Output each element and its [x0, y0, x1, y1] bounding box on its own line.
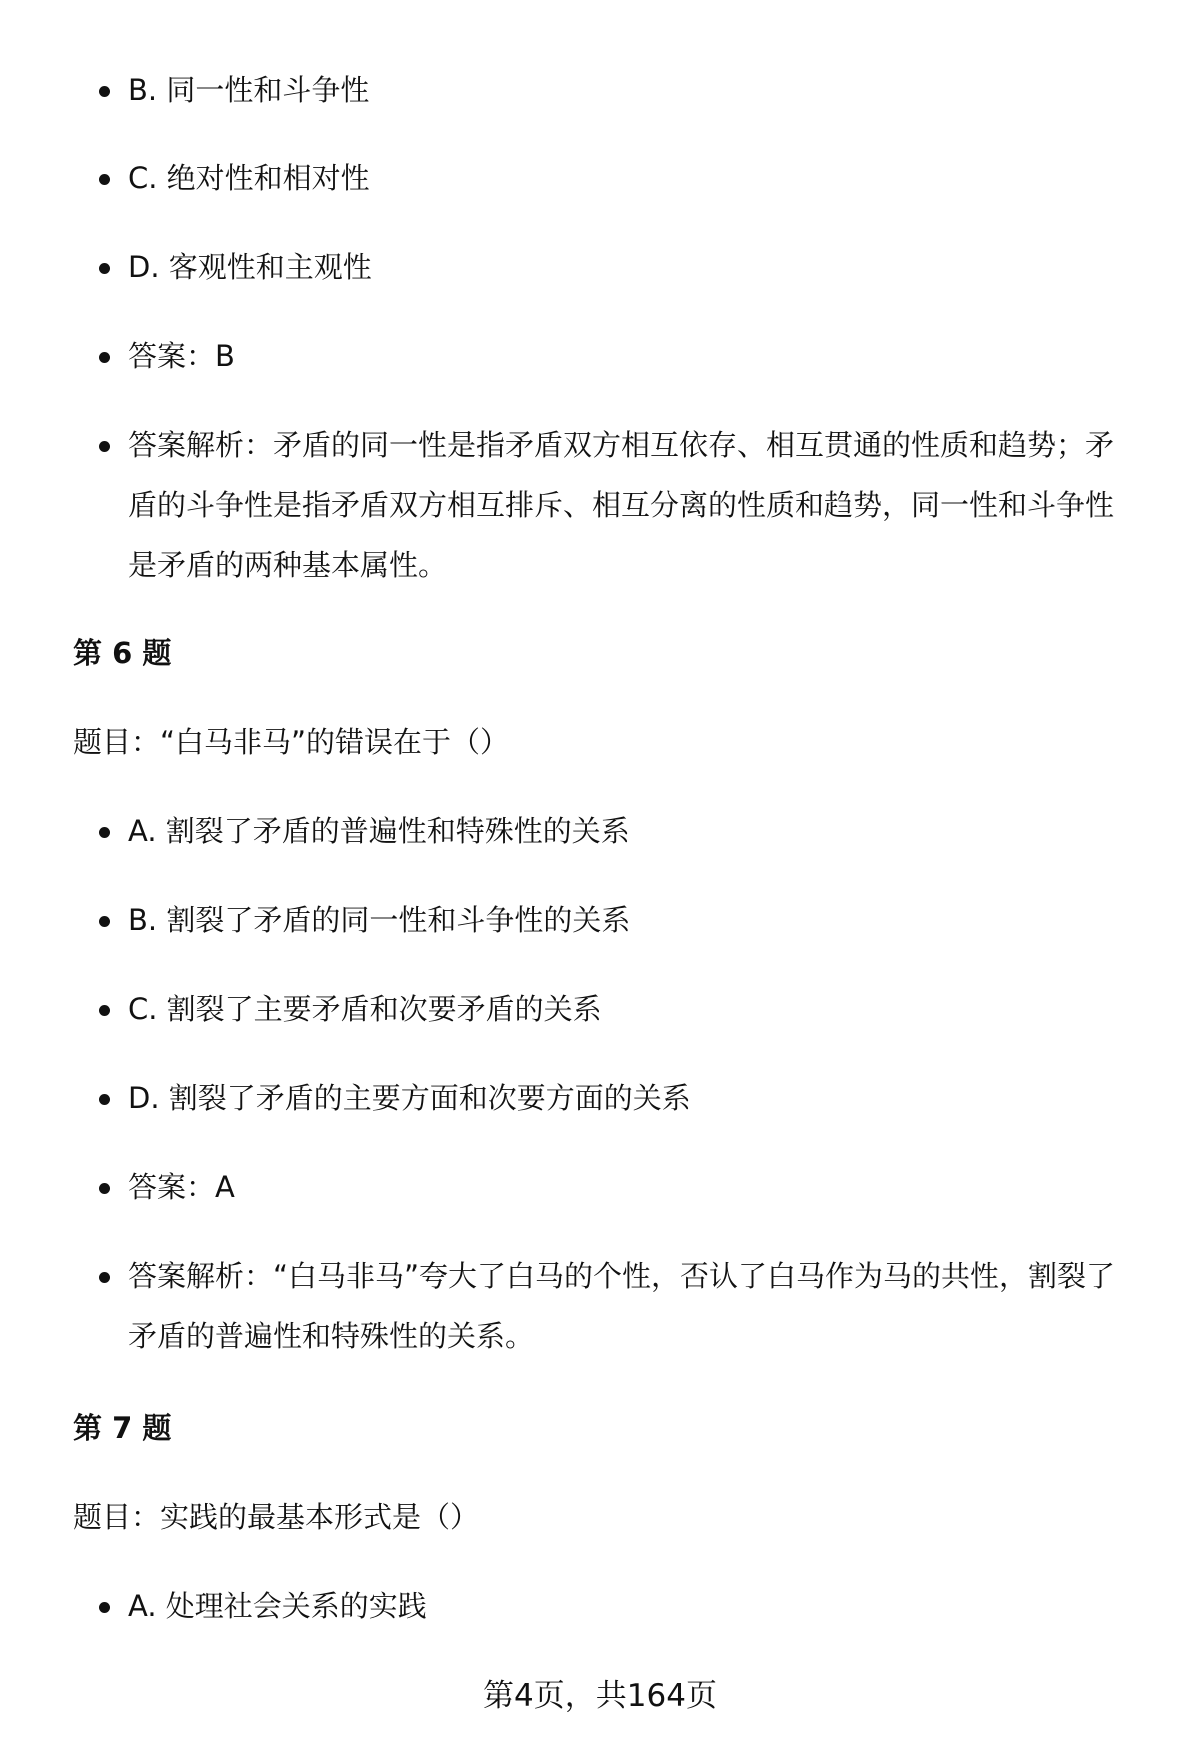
bullet-icon: [99, 352, 110, 363]
question-heading: 第 7 题: [73, 1411, 172, 1445]
list-item: [128, 415, 1138, 595]
option-text: D. 客观性和主观性: [128, 250, 372, 284]
list-item: [128, 60, 1138, 120]
answer-text: 答案：A: [128, 1170, 235, 1204]
list-item: [128, 890, 1138, 950]
list-item: [128, 1246, 1138, 1366]
bullet-icon: [99, 263, 110, 274]
bullet-icon: [99, 1005, 110, 1016]
bullet-icon: [99, 1183, 110, 1194]
bullet-icon: [99, 1602, 110, 1613]
option-text: B. 割裂了矛盾的同一性和斗争性的关系: [128, 903, 631, 937]
bullet-icon: [99, 86, 110, 97]
option-text: C. 绝对性和相对性: [128, 161, 370, 195]
page-number: 第4页，共164页: [483, 1678, 717, 1714]
question-text: 题目：“白马非马”的错误在于（）: [73, 725, 510, 759]
question-text: 题目：实践的最基本形式是（）: [73, 1500, 480, 1534]
option-text: D. 割裂了矛盾的主要方面和次要方面的关系: [128, 1081, 691, 1115]
option-text: A. 处理社会关系的实践: [128, 1589, 427, 1623]
option-text: C. 割裂了主要矛盾和次要矛盾的关系: [128, 992, 602, 1026]
analysis-text: 答案解析：“白马非马”夸大了白马的个性，否认了白马作为马的共性，割裂了矛盾的普遍性和特殊性的关系。: [128, 1259, 1116, 1353]
bullet-icon: [99, 441, 110, 452]
analysis-text: 答案解析：矛盾的同一性是指矛盾双方相互依存、相互贯通的性质和趋势；矛盾的斗争性是指矛盾双方相互排斥、相互分离的性质和趋势，同一性和斗争性是矛盾的两种基本属性。: [128, 428, 1115, 582]
list-item: [128, 148, 1138, 208]
question-heading: 第 6 题: [73, 636, 172, 670]
list-item: [128, 801, 1138, 861]
option-text: B. 同一性和斗争性: [128, 73, 370, 107]
bullet-icon: [99, 1272, 110, 1283]
list-item: [128, 979, 1138, 1039]
list-item: [128, 326, 1138, 386]
bullet-icon: [99, 916, 110, 927]
bullet-icon: [99, 174, 110, 185]
bullet-icon: [99, 827, 110, 838]
list-item: [128, 237, 1138, 297]
answer-text: 答案：B: [128, 339, 235, 373]
bullet-icon: [99, 1094, 110, 1105]
list-item: [128, 1068, 1138, 1128]
list-item: [128, 1576, 1138, 1636]
option-text: A. 割裂了矛盾的普遍性和特殊性的关系: [128, 814, 630, 848]
list-item: [128, 1157, 1138, 1217]
